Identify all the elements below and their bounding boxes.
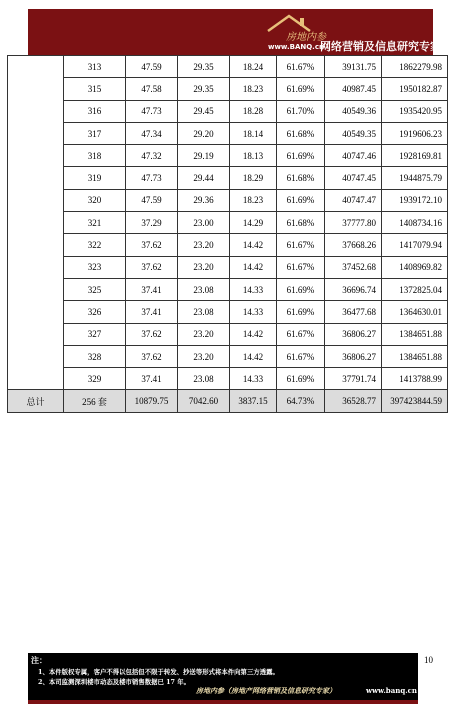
table-cell: 61.68% bbox=[277, 167, 325, 189]
table-cell: 47.58 bbox=[126, 78, 178, 100]
table-cell: 316 bbox=[64, 100, 126, 122]
table-cell: 61.69% bbox=[277, 78, 325, 100]
table-cell: 23.00 bbox=[178, 212, 230, 234]
total-row bbox=[8, 390, 448, 412]
table-cell: 61.68% bbox=[277, 122, 325, 144]
table-row bbox=[8, 122, 448, 144]
table-cell: 61.67% bbox=[277, 256, 325, 278]
table-cell: 18.14 bbox=[230, 122, 277, 144]
table-cell: 40747.45 bbox=[325, 167, 382, 189]
table-cell: 29.20 bbox=[178, 122, 230, 144]
table-cell: 47.59 bbox=[126, 189, 178, 211]
table-cell: 61.67% bbox=[277, 323, 325, 345]
table-row bbox=[8, 100, 448, 122]
table-row bbox=[8, 345, 448, 367]
table-cell: 37777.80 bbox=[325, 212, 382, 234]
table-row bbox=[8, 56, 448, 78]
table-cell: 40987.45 bbox=[325, 78, 382, 100]
note-title: 注： bbox=[31, 655, 47, 665]
table-cell: 23.20 bbox=[178, 256, 230, 278]
table-cell: 61.67% bbox=[277, 56, 325, 78]
table-cell: 47.34 bbox=[126, 122, 178, 144]
table-cell: 14.33 bbox=[230, 278, 277, 300]
table-row bbox=[8, 301, 448, 323]
total-cell: 397423844.59 bbox=[382, 390, 448, 412]
table-cell: 36806.27 bbox=[325, 345, 382, 367]
table-cell: 39131.75 bbox=[325, 56, 382, 78]
table-cell: 61.69% bbox=[277, 145, 325, 167]
table-cell: 323 bbox=[64, 256, 126, 278]
table-cell: 23.08 bbox=[178, 368, 230, 390]
table-cell: 326 bbox=[64, 301, 126, 323]
table-row bbox=[8, 256, 448, 278]
table-cell: 61.67% bbox=[277, 234, 325, 256]
table-cell: 37.62 bbox=[126, 323, 178, 345]
table-row bbox=[8, 234, 448, 256]
table-cell: 37.41 bbox=[126, 301, 178, 323]
total-cell: 64.73% bbox=[277, 390, 325, 412]
table-cell: 23.20 bbox=[178, 323, 230, 345]
table-row bbox=[8, 145, 448, 167]
total-cell: 10879.75 bbox=[126, 390, 178, 412]
footer-stripe bbox=[28, 700, 418, 704]
table-cell: 29.45 bbox=[178, 100, 230, 122]
total-cell: 3837.15 bbox=[230, 390, 277, 412]
table-cell: 37452.68 bbox=[325, 256, 382, 278]
note-line-1: 1、本件版权专属，客户不得以包括但不限于转发、抄送等形式将本件向第三方透露。 bbox=[38, 668, 279, 676]
table-cell: 1413788.99 bbox=[382, 368, 448, 390]
table-cell: 1372825.04 bbox=[382, 278, 448, 300]
table-cell: 322 bbox=[64, 234, 126, 256]
table-cell: 18.29 bbox=[230, 167, 277, 189]
table-cell: 36696.74 bbox=[325, 278, 382, 300]
table-cell: 1919606.23 bbox=[382, 122, 448, 144]
table-cell: 1950182.87 bbox=[382, 78, 448, 100]
header-banner bbox=[28, 9, 441, 55]
table-cell: 14.29 bbox=[230, 212, 277, 234]
table-row bbox=[8, 189, 448, 211]
table-cell: 37.41 bbox=[126, 368, 178, 390]
table-cell: 320 bbox=[64, 189, 126, 211]
table-cell: 29.44 bbox=[178, 167, 230, 189]
table-row bbox=[8, 167, 448, 189]
table-cell: 47.59 bbox=[126, 56, 178, 78]
table-cell: 37.62 bbox=[126, 345, 178, 367]
table-cell: 29.19 bbox=[178, 145, 230, 167]
table-cell: 313 bbox=[64, 56, 126, 78]
banner-url: www.BANQ.cn bbox=[268, 43, 324, 51]
table-cell: 61.70% bbox=[277, 100, 325, 122]
table-cell: 61.69% bbox=[277, 189, 325, 211]
footer-url: www.banq.cn bbox=[366, 686, 418, 695]
table-cell: 47.32 bbox=[126, 145, 178, 167]
table-cell: 61.67% bbox=[277, 345, 325, 367]
table-row bbox=[8, 278, 448, 300]
table-cell: 29.35 bbox=[178, 78, 230, 100]
note-line-2: 2、本司监测深圳楼市动态及楼市销售数据已 17 年。 bbox=[38, 678, 190, 686]
total-cell: 总计 bbox=[8, 390, 64, 412]
table-cell: 37668.26 bbox=[325, 234, 382, 256]
table-cell: 40747.46 bbox=[325, 145, 382, 167]
table-cell: 1862279.98 bbox=[382, 56, 448, 78]
table-cell: 18.23 bbox=[230, 189, 277, 211]
table-cell: 37.62 bbox=[126, 234, 178, 256]
table-cell: 1935420.95 bbox=[382, 100, 448, 122]
table-cell: 23.20 bbox=[178, 234, 230, 256]
table-cell: 37.41 bbox=[126, 278, 178, 300]
table-cell: 18.23 bbox=[230, 78, 277, 100]
table-cell: 321 bbox=[64, 212, 126, 234]
table-cell: 1939172.10 bbox=[382, 189, 448, 211]
table-row bbox=[8, 78, 448, 100]
table-cell: 1408734.16 bbox=[382, 212, 448, 234]
table-cell: 47.73 bbox=[126, 167, 178, 189]
sales-table bbox=[7, 55, 448, 413]
table-cell: 18.28 bbox=[230, 100, 277, 122]
table-cell: 47.73 bbox=[126, 100, 178, 122]
table-cell: 37.62 bbox=[126, 256, 178, 278]
table-cell: 328 bbox=[64, 345, 126, 367]
table-cell: 14.42 bbox=[230, 256, 277, 278]
table-cell: 1408969.82 bbox=[382, 256, 448, 278]
building-cell bbox=[8, 56, 64, 390]
table-cell: 1417079.94 bbox=[382, 234, 448, 256]
table-cell: 29.36 bbox=[178, 189, 230, 211]
total-cell: 7042.60 bbox=[178, 390, 230, 412]
table-cell: 1384651.88 bbox=[382, 323, 448, 345]
table-cell: 14.33 bbox=[230, 301, 277, 323]
banner-slogan: 网络营销及信息研究专家 bbox=[320, 40, 441, 53]
table-cell: 23.08 bbox=[178, 278, 230, 300]
table-cell: 37791.74 bbox=[325, 368, 382, 390]
table-cell: 325 bbox=[64, 278, 126, 300]
table-row bbox=[8, 368, 448, 390]
table-cell: 23.08 bbox=[178, 301, 230, 323]
table-cell: 36806.27 bbox=[325, 323, 382, 345]
table-cell: 14.42 bbox=[230, 345, 277, 367]
banner-brand: 房地内参 bbox=[286, 32, 326, 43]
total-cell: 256 套 bbox=[64, 390, 126, 412]
table-cell: 40747.47 bbox=[325, 189, 382, 211]
table-cell: 23.20 bbox=[178, 345, 230, 367]
table-cell: 40549.35 bbox=[325, 122, 382, 144]
table-cell: 61.69% bbox=[277, 278, 325, 300]
table-row bbox=[8, 323, 448, 345]
table-cell: 1384651.88 bbox=[382, 345, 448, 367]
table-cell: 61.69% bbox=[277, 301, 325, 323]
table-cell: 318 bbox=[64, 145, 126, 167]
table-cell: 1364630.01 bbox=[382, 301, 448, 323]
table-cell: 1928169.81 bbox=[382, 145, 448, 167]
table-cell: 14.42 bbox=[230, 234, 277, 256]
table-cell: 317 bbox=[64, 122, 126, 144]
table-cell: 36477.68 bbox=[325, 301, 382, 323]
page-number: 10 bbox=[424, 655, 433, 665]
table-cell: 37.29 bbox=[126, 212, 178, 234]
footer-brand: 房地内参（房地产网络营销及信息研究专家） bbox=[196, 686, 336, 695]
table-cell: 29.35 bbox=[178, 56, 230, 78]
table-cell: 61.68% bbox=[277, 212, 325, 234]
table-cell: 61.69% bbox=[277, 368, 325, 390]
table-cell: 40549.36 bbox=[325, 100, 382, 122]
table-cell: 18.13 bbox=[230, 145, 277, 167]
table-cell: 14.33 bbox=[230, 368, 277, 390]
table-cell: 327 bbox=[64, 323, 126, 345]
table-cell: 18.24 bbox=[230, 56, 277, 78]
table-cell: 14.42 bbox=[230, 323, 277, 345]
table-cell: 319 bbox=[64, 167, 126, 189]
table-cell: 329 bbox=[64, 368, 126, 390]
footer-notes bbox=[28, 653, 418, 704]
table-cell: 315 bbox=[64, 78, 126, 100]
table-cell: 1944875.79 bbox=[382, 167, 448, 189]
total-cell: 36528.77 bbox=[325, 390, 382, 412]
table-row bbox=[8, 212, 448, 234]
